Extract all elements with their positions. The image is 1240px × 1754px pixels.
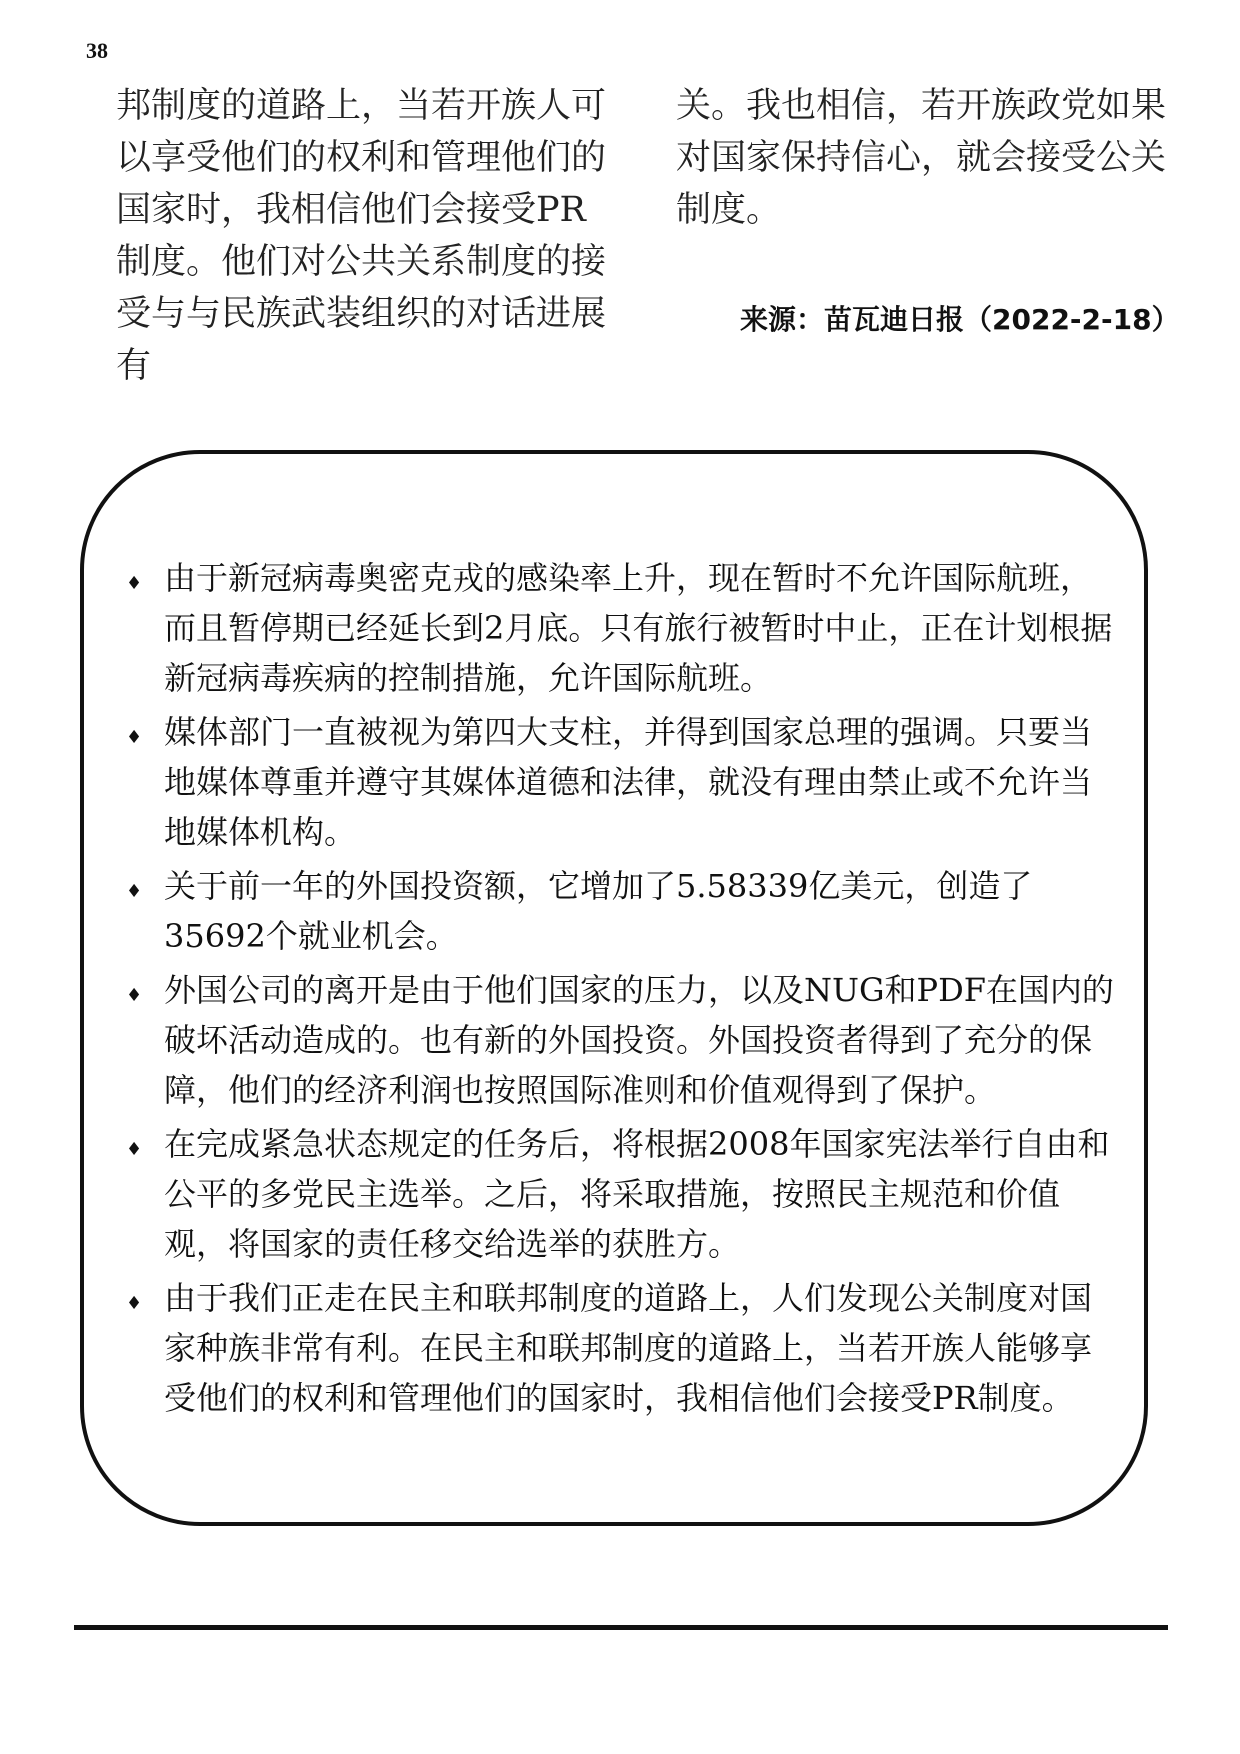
- article-left-column: [116, 80, 606, 392]
- bullet-text: 媒体部门一直被视为第四大支柱，并得到国家总理的强调。只要当地媒体尊重并遵守其媒体道德和法律，就没有理由禁止或不允许当地媒体机构。: [164, 713, 1093, 851]
- diamond-bullet-icon: ♦: [126, 985, 143, 1006]
- diamond-bullet-icon: ♦: [126, 881, 143, 902]
- article-right-text: 关。我也相信，若开族政党如果对国家保持信心，就会接受公关制度。: [676, 86, 1167, 230]
- diamond-bullet-icon: ♦: [126, 573, 143, 594]
- article-source: 来源：苗瓦迪日报（2022-2-18）: [740, 303, 1180, 336]
- list-item: [112, 861, 1122, 961]
- list-item: [112, 553, 1122, 703]
- bullet-text: 由于新冠病毒奥密克戎的感染率上升，现在暂时不允许国际航班，而且暂停期已经延长到2月底。只有旅行被暂时中止，正在计划根据新冠病毒疾病的控制措施，允许国际航班。: [164, 559, 1113, 697]
- diamond-bullet-icon: ♦: [126, 1139, 143, 1160]
- article-left-text: 邦制度的道路上，当若开族人可以享受他们的权利和管理他们的国家时，我相信他们会接受PR制度。他们对公共关系制度的接受与与民族武装组织的对话进展有: [116, 86, 607, 386]
- bullet-text: 外国公司的离开是由于他们国家的压力，以及NUG和PDF在国内的破坏活动造成的。也有新的外国投资。外国投资者得到了充分的保障，他们的经济利润也按照国际准则和价值观得到了保护。: [164, 971, 1114, 1109]
- summary-bullet-list: [112, 553, 1122, 1427]
- bottom-divider: [74, 1625, 1168, 1630]
- list-item: [112, 707, 1122, 857]
- bullet-text: 由于我们正走在民主和联邦制度的道路上，人们发现公关制度对国家种族非常有利。在民主和联邦制度的道路上，当若开族人能够享受他们的权利和管理他们的国家时，我相信他们会接受PR制度。: [164, 1279, 1093, 1417]
- bullet-text: 关于前一年的外国投资额，它增加了5.58339亿美元，创造了35692个就业机会。: [164, 867, 1033, 955]
- list-item: [112, 1273, 1122, 1423]
- list-item: [112, 965, 1122, 1115]
- diamond-bullet-icon: ♦: [126, 1293, 143, 1314]
- bullet-text: 在完成紧急状态规定的任务后，将根据2008年国家宪法举行自由和公平的多党民主选举。之后，将采取措施，按照民主规范和价值观，将国家的责任移交给选举的获胜方。: [164, 1125, 1110, 1263]
- article-right-column: [676, 80, 1166, 236]
- page-number: 38: [86, 38, 108, 63]
- diamond-bullet-icon: ♦: [126, 727, 143, 748]
- list-item: [112, 1119, 1122, 1269]
